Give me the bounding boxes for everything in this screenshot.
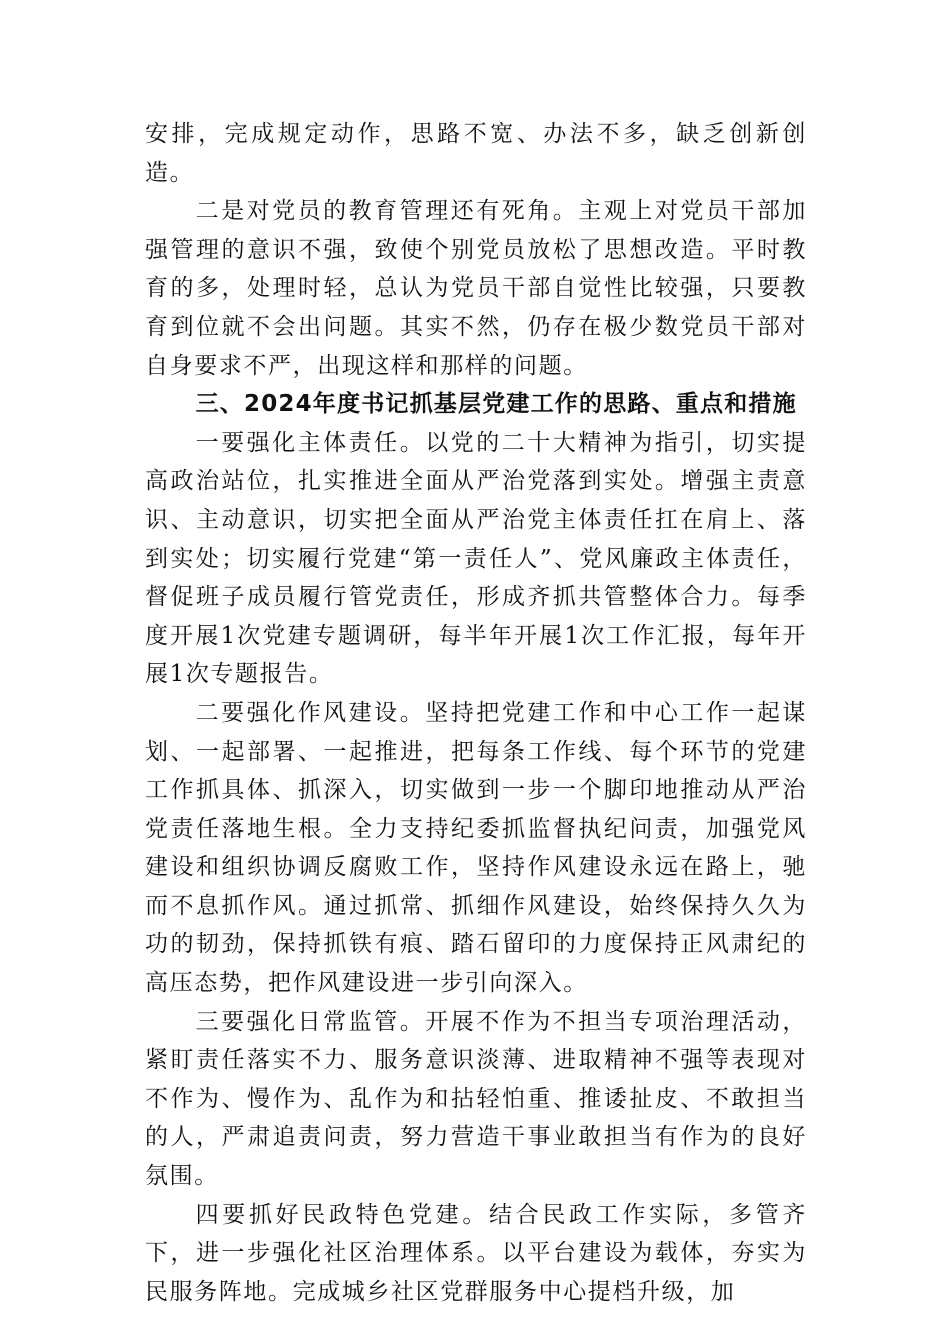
document-body	[145, 115, 807, 1311]
paragraph-education-management: 二是对党员的教育管理还有死角。主观上对党员干部加强管理的意识不强，致使个别党员放松了思想改造。平时教育的多，处理时轻，总认为党员干部自觉性比较强，只要教育到位就不会出问题。其实不然，仍存在极少数党员干部对自身要求不严，出现这样和那样的问题。	[145, 198, 807, 379]
paragraph-work-style: 二要强化作风建设。坚持把党建工作和中心工作一起谋划、一起部署、一起推进，把每条工作线、每个环节的党建工作抓具体、抓深入，切实做到一步一个脚印地推动从严治党责任落地生根。全力支持纪委抓监督执纪问责，加强党风建设和组织协调反腐败工作，坚持作风建设永远在路上，驰而不息抓作风。通过抓常、抓细作风建设，始终保持久久为功的韧劲，保持抓铁有痕、踏石留印的力度保持正风肃纪的高压态势，把作风建设进一步引向深入。	[145, 699, 807, 997]
paragraph-main-responsibility: 一要强化主体责任。以党的二十大精神为指引，切实提高政治站位，扎实推进全面从严治党落到实处。增强主责意识、主动意识，切实把全面从严治党主体责任扛在肩上、落到实处；切实履行党建“第一责任人”、党风廉政主体责任，督促班子成员履行管党责任，形成齐抓共管整体合力。每季度开展1次党建专题调研，每半年开展1次工作汇报，每年开展1次专题报告。	[145, 429, 807, 688]
paragraph-daily-supervision: 三要强化日常监管。开展不作为不担当专项治理活动，紧盯责任落实不力、服务意识淡薄、进取精神不强等表现对不作为、慢作为、乱作为和拈轻怕重、推诿扯皮、不敢担当的人，严肃追责问责，努力营造干事业敢担当有作为的良好氛围。	[145, 1008, 807, 1190]
paragraph-civil-affairs: 四要抓好民政特色党建。结合民政工作实际，多管齐下，进一步强化社区治理体系。以平台建设为载体，夯实为民服务阵地。完成城乡社区党群服务中心提档升级，加	[145, 1201, 807, 1305]
paragraph-continuation: 安排，完成规定动作，思路不宽、办法不多，缺乏创新创造。	[145, 121, 807, 186]
section-heading: 三、2024年度书记抓基层党建工作的思路、重点和措施	[195, 391, 797, 418]
